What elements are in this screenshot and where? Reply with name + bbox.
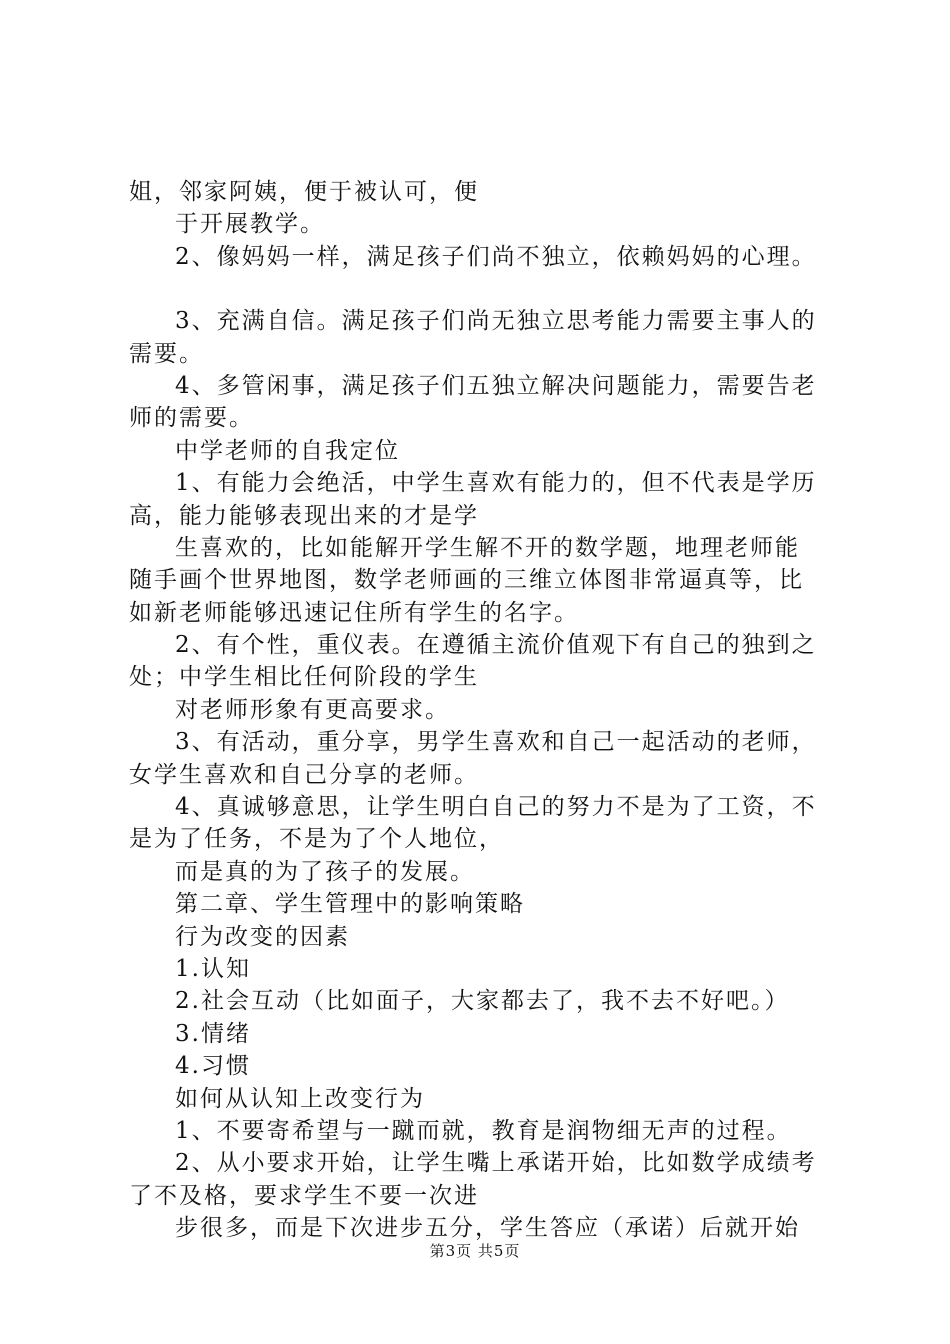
paragraph-gap bbox=[129, 273, 833, 305]
text-line: 而是真的为了孩子的发展。 bbox=[175, 858, 475, 885]
page-number-footer: 第3页 共5页 bbox=[429, 1242, 521, 1260]
text-line: 2、像妈妈一样，满足孩子们尚不独立，依赖妈妈的心理。 bbox=[175, 243, 817, 270]
text-line: 2、有个性，重仪表。在遵循主流价值观下有自己的独到之 bbox=[175, 632, 817, 659]
text-line: 随手画个世界地图，数学老师画的三维立体图非常逼真等，比 bbox=[129, 567, 804, 594]
text-line: 是为了任务，不是为了个人地位， bbox=[129, 826, 504, 853]
text-line: 4、真诚够意思，让学生明白自己的努力不是为了工资，不 bbox=[175, 794, 817, 821]
chapter-heading: 第二章、学生管理中的影响策略 bbox=[175, 891, 525, 918]
text-line: 如新老师能够迅速记住所有学生的名字。 bbox=[129, 599, 579, 626]
text-line: 女学生喜欢和自己分享的老师。 bbox=[129, 761, 479, 788]
text-line: 3、充满自信。满足孩子们尚无独立思考能力需要主事人的 bbox=[175, 308, 817, 335]
section-heading: 行为改变的因素 bbox=[175, 923, 350, 950]
text-line: 师的需要。 bbox=[129, 405, 254, 432]
text-line: 姐，邻家阿姨，便于被认可，便 bbox=[129, 179, 479, 205]
text-line: 对老师形象有更高要求。 bbox=[175, 696, 450, 723]
text-line: 高，能力能够表现出来的才是学 bbox=[129, 502, 479, 529]
text-line: 了不及格，要求学生不要一次进 bbox=[129, 1182, 479, 1209]
list-item: 1.认知 bbox=[175, 955, 251, 982]
document-body bbox=[129, 176, 833, 1245]
text-line: 1、不要寄希望与一蹴而就，教育是润物细无声的过程。 bbox=[175, 1117, 792, 1144]
text-line: 生喜欢的，比如能解开学生解不开的数学题，地理老师能 bbox=[175, 534, 800, 561]
text-line: 处；中学生相比任何阶段的学生 bbox=[129, 664, 479, 691]
text-line: 1、有能力会绝活，中学生喜欢有能力的，但不代表是学历 bbox=[175, 470, 817, 497]
text-line: 3、有活动，重分享，男学生喜欢和自己一起活动的老师， bbox=[175, 729, 817, 756]
list-item: 3.情绪 bbox=[175, 1020, 251, 1047]
list-item: 4.习惯 bbox=[175, 1053, 251, 1080]
text-line: 步很多，而是下次进步五分，学生答应（承诺）后就开始 bbox=[175, 1215, 800, 1242]
list-item: 2.社会互动（比如面子，大家都去了，我不去不好吧。） bbox=[175, 988, 790, 1015]
text-line: 4、多管闲事，满足孩子们五独立解决问题能力，需要告老 bbox=[175, 372, 817, 399]
text-line: 2、从小要求开始，让学生嘴上承诺开始，比如数学成绩考 bbox=[175, 1150, 817, 1177]
section-heading: 如何从认知上改变行为 bbox=[175, 1085, 425, 1112]
section-heading: 中学老师的自我定位 bbox=[175, 437, 400, 464]
text-line: 于开展教学。 bbox=[175, 211, 325, 238]
text-line: 需要。 bbox=[129, 340, 204, 367]
